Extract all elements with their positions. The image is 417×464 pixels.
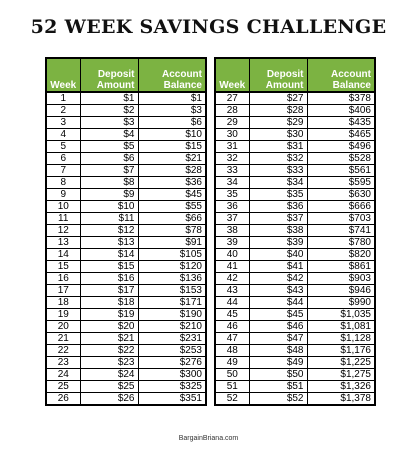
balance-cell: $190 <box>138 309 206 321</box>
table-body <box>46 92 206 405</box>
deposit-cell: $43 <box>249 285 307 297</box>
week-cell: 11 <box>46 213 80 225</box>
balance-cell: $6 <box>138 117 206 129</box>
deposit-cell: $14 <box>80 249 138 261</box>
table-row <box>215 129 375 141</box>
table-row <box>46 92 206 105</box>
balance-cell: $136 <box>138 273 206 285</box>
table-row <box>215 393 375 406</box>
deposit-cell: $7 <box>80 165 138 177</box>
table-row <box>215 249 375 261</box>
deposit-cell: $42 <box>249 273 307 285</box>
week-cell: 44 <box>215 297 249 309</box>
table-row <box>46 393 206 406</box>
deposit-cell: $41 <box>249 261 307 273</box>
deposit-cell: $47 <box>249 333 307 345</box>
balance-cell: $595 <box>307 177 375 189</box>
table-row <box>215 153 375 165</box>
table-row <box>215 273 375 285</box>
week-cell: 16 <box>46 273 80 285</box>
deposit-cell: $50 <box>249 369 307 381</box>
balance-cell: $15 <box>138 141 206 153</box>
balance-cell: $780 <box>307 237 375 249</box>
balance-cell: $91 <box>138 237 206 249</box>
balance-cell: $55 <box>138 201 206 213</box>
balance-cell: $1,035 <box>307 309 375 321</box>
week-cell: 29 <box>215 117 249 129</box>
week-cell: 20 <box>46 321 80 333</box>
balance-cell: $990 <box>307 297 375 309</box>
table-row <box>215 141 375 153</box>
balance-cell: $406 <box>307 105 375 117</box>
savings-table-weeks-1-26 <box>45 57 207 406</box>
deposit-cell: $31 <box>249 141 307 153</box>
balance-cell: $820 <box>307 249 375 261</box>
table-row <box>215 381 375 393</box>
balance-cell: $496 <box>307 141 375 153</box>
week-cell: 4 <box>46 129 80 141</box>
deposit-cell: $40 <box>249 249 307 261</box>
deposit-cell: $46 <box>249 321 307 333</box>
deposit-column-header: Deposit Amount <box>80 58 138 92</box>
balance-cell: $1,081 <box>307 321 375 333</box>
week-column-header: Week <box>215 58 249 92</box>
table-row <box>46 153 206 165</box>
balance-cell: $253 <box>138 345 206 357</box>
table-row <box>46 189 206 201</box>
week-cell: 9 <box>46 189 80 201</box>
deposit-cell: $25 <box>80 381 138 393</box>
balance-cell: $3 <box>138 105 206 117</box>
deposit-cell: $15 <box>80 261 138 273</box>
balance-cell: $171 <box>138 297 206 309</box>
week-cell: 18 <box>46 297 80 309</box>
deposit-cell: $34 <box>249 177 307 189</box>
balance-cell: $28 <box>138 165 206 177</box>
balance-cell: $1,275 <box>307 369 375 381</box>
table-row <box>46 321 206 333</box>
week-cell: 19 <box>46 309 80 321</box>
table-row <box>215 261 375 273</box>
balance-cell: $561 <box>307 165 375 177</box>
week-cell: 5 <box>46 141 80 153</box>
table-row <box>215 237 375 249</box>
week-cell: 51 <box>215 381 249 393</box>
table-row <box>46 261 206 273</box>
week-cell: 10 <box>46 201 80 213</box>
deposit-cell: $45 <box>249 309 307 321</box>
week-cell: 35 <box>215 189 249 201</box>
deposit-cell: $37 <box>249 213 307 225</box>
deposit-cell: $44 <box>249 297 307 309</box>
week-cell: 31 <box>215 141 249 153</box>
week-cell: 34 <box>215 177 249 189</box>
deposit-cell: $23 <box>80 357 138 369</box>
balance-cell: $1 <box>138 92 206 105</box>
deposit-cell: $26 <box>80 393 138 406</box>
deposit-column-header: Deposit Amount <box>249 58 307 92</box>
table-row <box>215 92 375 105</box>
deposit-cell: $32 <box>249 153 307 165</box>
table-row <box>215 345 375 357</box>
week-cell: 50 <box>215 369 249 381</box>
deposit-cell: $30 <box>249 129 307 141</box>
week-cell: 3 <box>46 117 80 129</box>
deposit-cell: $33 <box>249 165 307 177</box>
balance-cell: $378 <box>307 92 375 105</box>
balance-cell: $351 <box>138 393 206 406</box>
table-row <box>46 177 206 189</box>
deposit-cell: $9 <box>80 189 138 201</box>
deposit-cell: $21 <box>80 333 138 345</box>
table-row <box>46 213 206 225</box>
balance-cell: $946 <box>307 285 375 297</box>
week-cell: 21 <box>46 333 80 345</box>
table-header-row <box>46 58 206 92</box>
table-row <box>46 117 206 129</box>
deposit-cell: $48 <box>249 345 307 357</box>
table-row <box>215 309 375 321</box>
week-cell: 13 <box>46 237 80 249</box>
table-row <box>46 357 206 369</box>
week-cell: 32 <box>215 153 249 165</box>
table-row <box>215 357 375 369</box>
week-cell: 43 <box>215 285 249 297</box>
week-cell: 30 <box>215 129 249 141</box>
deposit-cell: $17 <box>80 285 138 297</box>
balance-cell: $300 <box>138 369 206 381</box>
table-row <box>215 321 375 333</box>
table-row <box>46 369 206 381</box>
balance-column-header: Account Balance <box>307 58 375 92</box>
week-cell: 23 <box>46 357 80 369</box>
table-row <box>215 369 375 381</box>
table-row <box>215 189 375 201</box>
deposit-cell: $20 <box>80 321 138 333</box>
deposit-cell: $1 <box>80 92 138 105</box>
deposit-cell: $36 <box>249 201 307 213</box>
table-header-row <box>215 58 375 92</box>
table-row <box>46 249 206 261</box>
deposit-cell: $22 <box>80 345 138 357</box>
balance-cell: $435 <box>307 117 375 129</box>
deposit-cell: $28 <box>249 105 307 117</box>
week-cell: 14 <box>46 249 80 261</box>
deposit-cell: $13 <box>80 237 138 249</box>
table-row <box>46 105 206 117</box>
balance-cell: $78 <box>138 225 206 237</box>
week-cell: 38 <box>215 225 249 237</box>
table-row <box>215 117 375 129</box>
balance-cell: $1,326 <box>307 381 375 393</box>
deposit-cell: $6 <box>80 153 138 165</box>
week-column-header: Week <box>46 58 80 92</box>
week-cell: 40 <box>215 249 249 261</box>
balance-cell: $36 <box>138 177 206 189</box>
balance-cell: $666 <box>307 201 375 213</box>
week-cell: 7 <box>46 165 80 177</box>
week-cell: 42 <box>215 273 249 285</box>
deposit-cell: $19 <box>80 309 138 321</box>
week-cell: 1 <box>46 92 80 105</box>
table-row <box>215 285 375 297</box>
week-cell: 36 <box>215 201 249 213</box>
week-cell: 25 <box>46 381 80 393</box>
week-cell: 37 <box>215 213 249 225</box>
week-cell: 15 <box>46 261 80 273</box>
week-cell: 48 <box>215 345 249 357</box>
balance-cell: $1,225 <box>307 357 375 369</box>
week-cell: 45 <box>215 309 249 321</box>
table-row <box>215 225 375 237</box>
week-cell: 8 <box>46 177 80 189</box>
deposit-cell: $18 <box>80 297 138 309</box>
balance-cell: $45 <box>138 189 206 201</box>
table-row <box>215 201 375 213</box>
balance-cell: $105 <box>138 249 206 261</box>
table-row <box>46 381 206 393</box>
deposit-cell: $5 <box>80 141 138 153</box>
balance-cell: $741 <box>307 225 375 237</box>
balance-cell: $10 <box>138 129 206 141</box>
balance-cell: $325 <box>138 381 206 393</box>
deposit-cell: $52 <box>249 393 307 406</box>
week-cell: 33 <box>215 165 249 177</box>
week-cell: 2 <box>46 105 80 117</box>
deposit-cell: $35 <box>249 189 307 201</box>
page-title: 52 WEEK SAVINGS CHALLENGE <box>30 16 387 38</box>
table-row <box>46 225 206 237</box>
week-cell: 49 <box>215 357 249 369</box>
week-cell: 47 <box>215 333 249 345</box>
week-cell: 17 <box>46 285 80 297</box>
table-row <box>46 201 206 213</box>
balance-cell: $1,176 <box>307 345 375 357</box>
balance-cell: $465 <box>307 129 375 141</box>
week-cell: 52 <box>215 393 249 406</box>
footer-site-name: BargainBriana.com <box>178 435 239 442</box>
balance-cell: $1,128 <box>307 333 375 345</box>
deposit-cell: $24 <box>80 369 138 381</box>
table-row <box>215 165 375 177</box>
table-row <box>46 165 206 177</box>
week-cell: 28 <box>215 105 249 117</box>
deposit-cell: $39 <box>249 237 307 249</box>
table-row <box>46 129 206 141</box>
balance-cell: $703 <box>307 213 375 225</box>
week-cell: 22 <box>46 345 80 357</box>
balance-cell: $630 <box>307 189 375 201</box>
balance-cell: $528 <box>307 153 375 165</box>
balance-cell: $276 <box>138 357 206 369</box>
deposit-cell: $29 <box>249 117 307 129</box>
week-cell: 26 <box>46 393 80 406</box>
balance-cell: $153 <box>138 285 206 297</box>
deposit-cell: $2 <box>80 105 138 117</box>
deposit-cell: $11 <box>80 213 138 225</box>
table-row <box>215 213 375 225</box>
deposit-cell: $3 <box>80 117 138 129</box>
deposit-cell: $12 <box>80 225 138 237</box>
table-row <box>46 333 206 345</box>
table-row <box>215 177 375 189</box>
week-cell: 46 <box>215 321 249 333</box>
savings-table-weeks-27-52 <box>214 57 376 406</box>
deposit-cell: $10 <box>80 201 138 213</box>
balance-column-header: Account Balance <box>138 58 206 92</box>
table-row <box>46 345 206 357</box>
balance-cell: $861 <box>307 261 375 273</box>
balance-cell: $120 <box>138 261 206 273</box>
week-cell: 27 <box>215 92 249 105</box>
deposit-cell: $8 <box>80 177 138 189</box>
deposit-cell: $38 <box>249 225 307 237</box>
deposit-cell: $49 <box>249 357 307 369</box>
week-cell: 39 <box>215 237 249 249</box>
deposit-cell: $4 <box>80 129 138 141</box>
table-row <box>46 297 206 309</box>
balance-cell: $21 <box>138 153 206 165</box>
balance-cell: $903 <box>307 273 375 285</box>
table-row <box>46 141 206 153</box>
week-cell: 12 <box>46 225 80 237</box>
table-body <box>215 92 375 405</box>
balance-cell: $66 <box>138 213 206 225</box>
table-row <box>46 285 206 297</box>
table-row <box>215 297 375 309</box>
deposit-cell: $27 <box>249 92 307 105</box>
deposit-cell: $51 <box>249 381 307 393</box>
table-row <box>215 105 375 117</box>
balance-cell: $210 <box>138 321 206 333</box>
balance-cell: $1,378 <box>307 393 375 406</box>
balance-cell: $231 <box>138 333 206 345</box>
week-cell: 6 <box>46 153 80 165</box>
table-row <box>46 237 206 249</box>
week-cell: 41 <box>215 261 249 273</box>
table-row <box>215 333 375 345</box>
week-cell: 24 <box>46 369 80 381</box>
deposit-cell: $16 <box>80 273 138 285</box>
table-row <box>46 309 206 321</box>
table-row <box>46 273 206 285</box>
